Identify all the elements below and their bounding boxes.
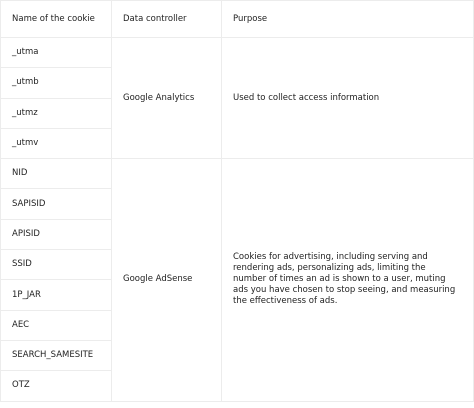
- data-controller-cell: Google AdSense: [112, 159, 222, 401]
- header-row: [1, 1, 474, 38]
- column-header-name: Name of the cookie: [1, 1, 112, 38]
- table-header: [1, 1, 474, 38]
- column-header-controller: Data controller: [112, 1, 222, 38]
- table-row: [1, 159, 474, 189]
- cookie-name-cell: NID: [1, 159, 112, 189]
- column-header-purpose: Purpose: [222, 1, 474, 38]
- cookie-name-cell: _utma: [1, 38, 112, 68]
- cookie-name-cell: SSID: [1, 250, 112, 280]
- cookie-name-cell: _utmz: [1, 98, 112, 128]
- purpose-cell: Cookies for advertising, including serving and rendering ads, personalizing ads, limiting the number of times an ad is shown to a user, muting ads you have chosen to stop seeing, and measuring the effectiveness of ads.: [222, 159, 474, 401]
- table-body: [1, 38, 474, 402]
- cookie-name-cell: 1P_JAR: [1, 280, 112, 310]
- cookie-name-cell: SEARCH_SAMESITE: [1, 340, 112, 370]
- cookie-name-cell: SAPISID: [1, 189, 112, 219]
- purpose-cell: Used to collect access information: [222, 38, 474, 159]
- cookie-name-cell: _utmv: [1, 128, 112, 158]
- cookie-name-cell: _utmb: [1, 68, 112, 98]
- table-row: [1, 38, 474, 68]
- cookie-name-cell: AEC: [1, 310, 112, 340]
- cookie-name-cell: OTZ: [1, 371, 112, 401]
- cookie-name-cell: APISID: [1, 219, 112, 249]
- data-controller-cell: Google Analytics: [112, 38, 222, 159]
